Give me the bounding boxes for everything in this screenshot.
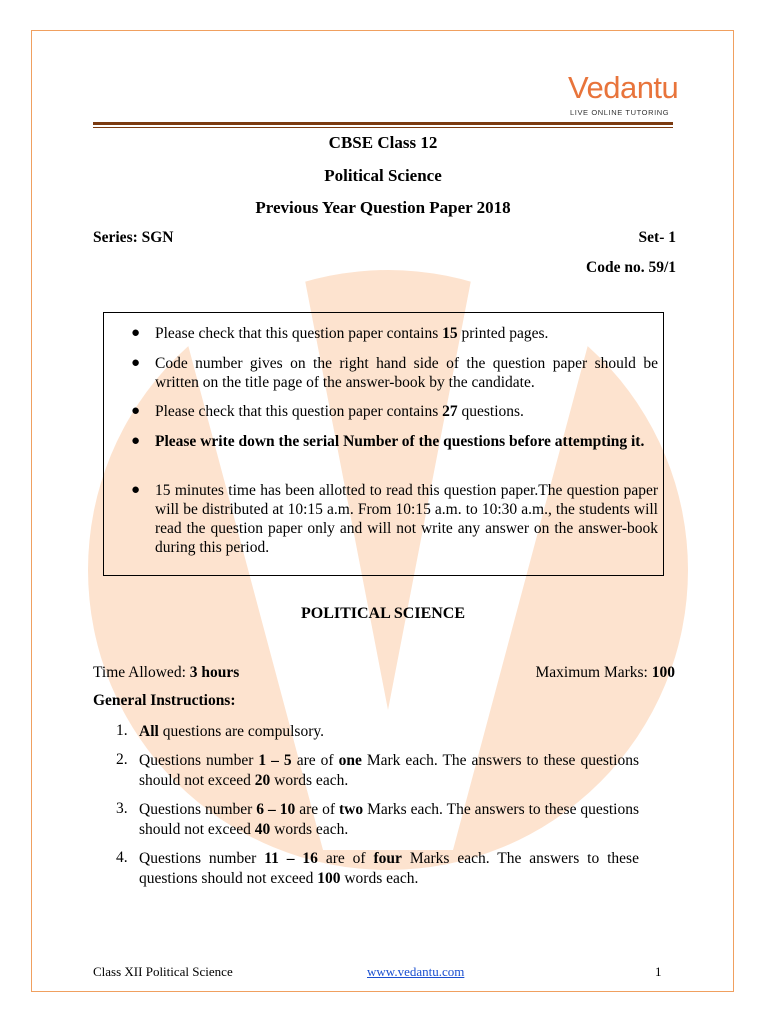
instruction-item-3 — [139, 800, 639, 839]
notice-item-questions — [155, 402, 658, 421]
marks-label: Maximum Marks: — [535, 664, 652, 681]
instruction-bold: one — [338, 752, 362, 769]
subject-title: Political Science — [324, 166, 442, 185]
time-allowed — [93, 664, 239, 682]
footer-course-label: Class XII Political Science — [93, 964, 233, 979]
instruction-bold: four — [373, 850, 402, 867]
notice-bold: 27 — [442, 403, 458, 420]
series-label: Series: SGN — [93, 229, 174, 246]
instruction-bold: 100 — [317, 869, 341, 887]
logo-wordmark: Vedantu — [568, 70, 679, 105]
notice-text: printed pages. — [457, 325, 549, 342]
instruction-number: 4. — [116, 849, 128, 866]
header-rule-thin — [93, 127, 673, 128]
notice-text: Please check that this question paper contains — [155, 403, 443, 420]
bullet-icon: ● — [131, 433, 141, 449]
instruction-text: Mark each. The answers to these questions should not exceed — [139, 752, 639, 789]
instruction-item-2 — [139, 751, 639, 790]
general-instructions-heading: General Instructions: — [93, 692, 236, 709]
instruction-text: Questions number — [139, 752, 259, 769]
notice-item-reading-time: 15 minutes time has been allotted to read this question paper.The question paper will be distributed at 10:15 a.m. From 10:15 a.m. to 10:30 a.m., the students will read the question paper only and will not write any answer on the answer-book during this period. — [155, 482, 658, 556]
set-label: Set- 1 — [638, 229, 676, 246]
instruction-bold: 11 – 16 — [264, 850, 318, 867]
vedantu-logo — [568, 70, 688, 120]
instruction-item-4 — [139, 849, 639, 888]
instruction-text: Marks each. The answers to these questions should not exceed — [139, 801, 639, 838]
instruction-bold: 20 — [254, 771, 271, 789]
instruction-bold: two — [339, 801, 364, 818]
bullet-icon: ● — [131, 403, 141, 419]
logo-tagline: LIVE ONLINE TUTORING — [570, 108, 670, 117]
instruction-bold: 1 – 5 — [258, 752, 292, 769]
bullet-icon: ● — [131, 325, 141, 341]
bullet-icon: ● — [131, 482, 141, 498]
notice-bold: 15 — [442, 325, 458, 342]
notice-item-code-number: Code number gives on the right hand side of the question paper should be written on the title page of the answer-book by the candidate. — [155, 355, 658, 391]
instruction-item-1 — [139, 722, 639, 742]
bullet-icon: ● — [131, 355, 141, 371]
time-value: 3 hours — [189, 664, 240, 681]
notice-item-serial: Please write down the serial Number of the questions before attempting it. — [155, 433, 645, 450]
instruction-text: are of — [291, 752, 339, 769]
instruction-text: questions are compulsory. — [158, 723, 324, 740]
instruction-text: Questions number — [139, 850, 265, 867]
instruction-bold: 40 — [254, 820, 271, 838]
class-title: CBSE Class 12 — [328, 133, 438, 152]
section-title: POLITICAL SCIENCE — [300, 605, 466, 622]
instruction-bold: All — [139, 723, 159, 740]
page-number: 1 — [655, 964, 662, 979]
paper-title: Previous Year Question Paper 2018 — [255, 198, 511, 217]
instruction-text: are of — [317, 850, 374, 867]
instruction-text: are of — [295, 801, 339, 818]
instruction-text: words each. — [270, 820, 349, 838]
instruction-text: Questions number — [139, 801, 257, 818]
instruction-text: Marks each. The answers to these questions should not exceed — [139, 850, 639, 887]
marks-value: 100 — [651, 664, 675, 681]
instruction-number: 2. — [116, 751, 128, 768]
instruction-number: 3. — [116, 800, 128, 817]
notice-text: Please check that this question paper contains — [155, 325, 443, 342]
instruction-text: words each. — [270, 771, 349, 789]
footer-website-link[interactable]: www.vedantu.com — [367, 964, 465, 979]
instruction-text: words each. — [340, 869, 419, 887]
instruction-number: 1. — [116, 722, 128, 739]
maximum-marks — [536, 664, 676, 682]
code-label: Code no. 59/1 — [586, 259, 676, 276]
notice-item-pages — [155, 324, 658, 343]
header-rule — [93, 122, 673, 125]
instruction-bold: 6 – 10 — [256, 801, 296, 818]
time-label: Time Allowed: — [93, 664, 190, 681]
notice-text: questions. — [457, 403, 524, 420]
